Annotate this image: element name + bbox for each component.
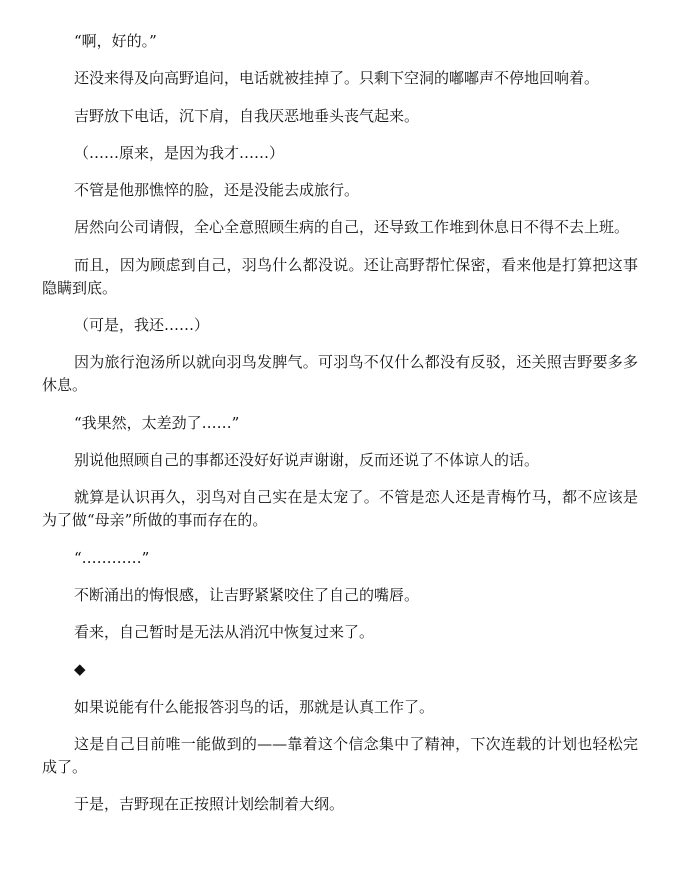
paragraph: （……原来，是因为我才……） [74, 143, 285, 162]
paragraph: “…………” [74, 548, 150, 567]
paragraph: 还没来得及向高野追问，电话就被挂掉了。只剩下空洞的嘟嘟声不停地回响着。 [74, 69, 600, 88]
paragraph: 不断涌出的悔恨感，让吉野紧紧咬住了自己的嘴唇。 [74, 585, 420, 604]
document-page [42, 30, 638, 831]
paragraph: 而且，因为顾虑到自己，羽鸟什么都没说。还让高野帮忙保密，看来他是打算把这事隐瞒到底。 [42, 255, 638, 297]
paragraph: 如果说能有什么能报答羽鸟的话，那就是认真工作了。 [74, 697, 435, 716]
paragraph: “我果然，太差劲了……” [74, 413, 240, 432]
section-divider: ◆ [74, 660, 86, 679]
paragraph: 吉野放下电话，沉下肩，自我厌恶地垂头丧气起来。 [74, 106, 420, 125]
paragraph: “啊，好的。” [74, 32, 157, 50]
paragraph: （可是，我还……） [74, 316, 210, 335]
paragraph: 于是，吉野现在正按照计划绘制着大纲。 [74, 795, 345, 814]
paragraph: 这是自己目前唯一能做到的——靠着这个信念集中了精神，下次连载的计划也轻松完成了。 [42, 735, 638, 777]
paragraph: 因为旅行泡汤所以就向羽鸟发脾气。可羽鸟不仅什么都没有反驳，还关照吉野要多多休息。 [42, 353, 638, 395]
paragraph: 就算是认识再久，羽鸟对自己实在是太宠了。不管是恋人还是青梅竹马，都不应该是为了做“母亲”所做的事而存在的。 [42, 488, 638, 530]
paragraph: 不管是他那憔悴的脸，还是没能去成旅行。 [74, 181, 360, 200]
paragraph: 居然向公司请假，全心全意照顾生病的自己，还导致工作堆到休息日不得不去上班。 [74, 218, 630, 237]
paragraph: 看来，自己暂时是无法从消沉中恢复过来了。 [74, 623, 375, 642]
paragraph: 别说他照顾自己的事都还没好好说声谢谢，反而还说了不体谅人的话。 [74, 450, 540, 469]
